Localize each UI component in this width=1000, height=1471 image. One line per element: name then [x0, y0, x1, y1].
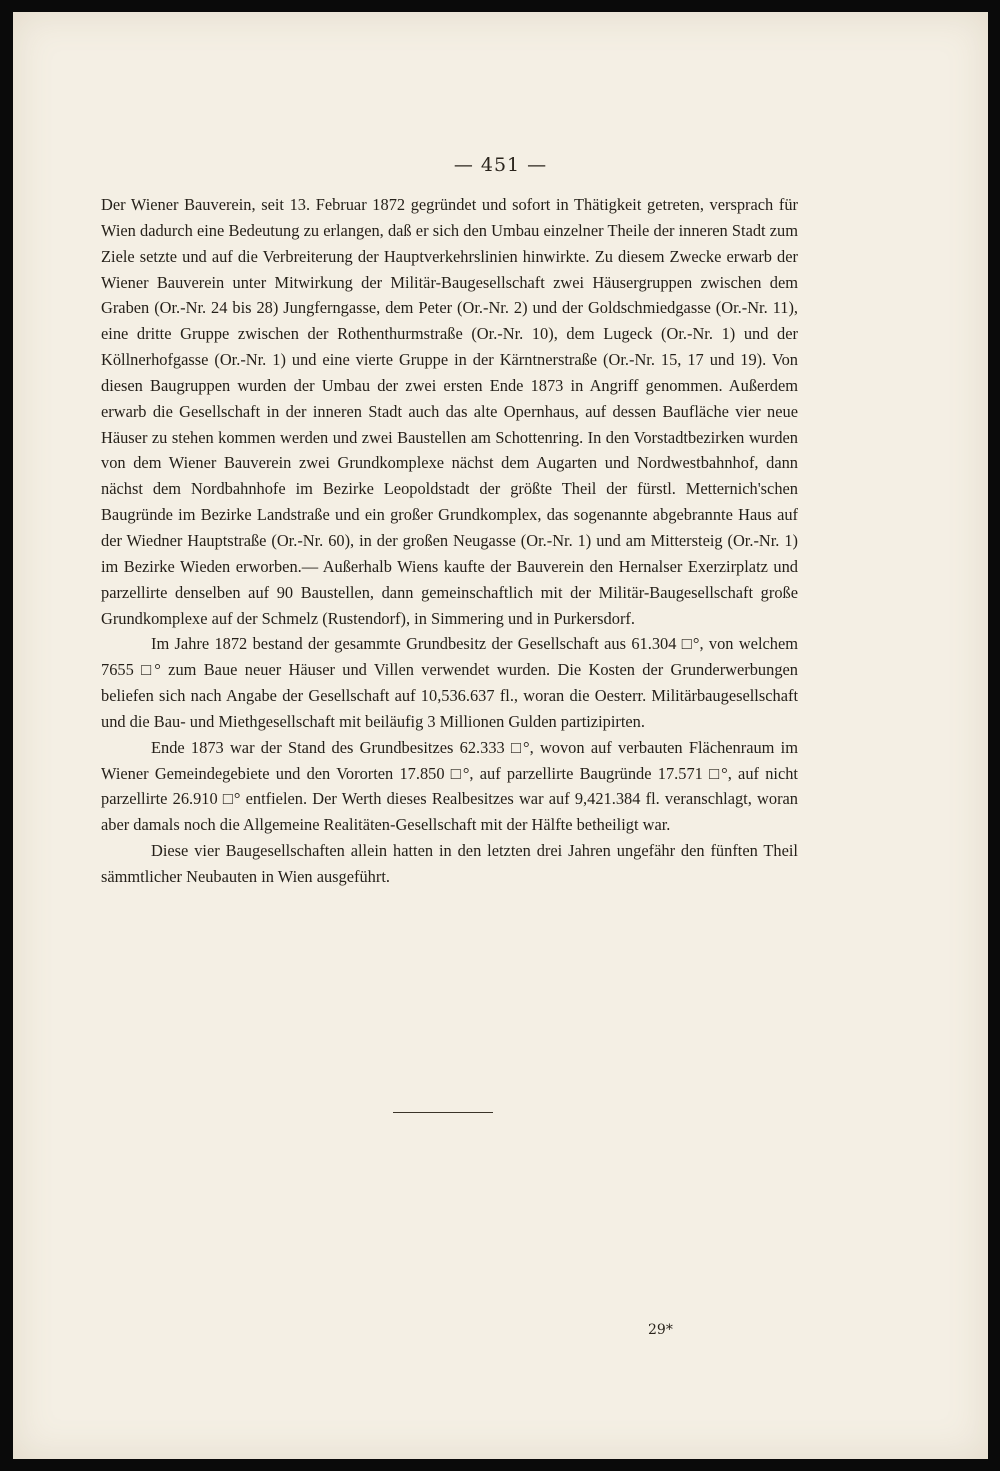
- section-divider-rule: [393, 1112, 493, 1113]
- signature-mark: 29*: [648, 1322, 673, 1338]
- paragraph-conclusion: Diese vier Baugesellschaften allein hatten in den letzten drei Jahren ungefähr den fünften Theil sämmtlicher Neubauten in Wien ausgeführt.: [101, 841, 798, 886]
- paragraph-grundbesitz-1873: Ende 1873 war der Stand des Grundbesitzes 62.333 □°, wovon auf verbauten Flächenraum im Wiener Gemeindegebiete und den Vororten 17.850 □°, auf parzellirte Baugründe 17.571 □°, auf nicht parzellirte 26.910 □° entfielen. Der Werth dieses Realbesitzes war auf 9,421.384 fl. veranschlagt, woran aber damals noch die Allgemeine Realitäten-Gesellschaft mit der Hälfte betheiligt war.: [101, 737, 798, 835]
- book-page: [13, 12, 988, 1459]
- body-text: [101, 192, 798, 890]
- page-number: — 451 —: [453, 154, 548, 176]
- paragraph-bauverein: Der Wiener Bauverein, seit 13. Februar 1872 gegründet und sofort in Thätigkeit getreten, versprach für Wien dadurch eine Bedeutung zu erlangen, daß er sich den Umbau einzelner Theile der inneren Stadt zum Ziele setzte und auf die Verbreiterung der Hauptverkehrslinien hinwirkte. Zu diesem Zwecke erwarb der Wiener Bauverein unter Mitwirkung der Militär-Baugesellschaft zwei Häusergruppen zwischen dem Graben (Or.-Nr. 24 bis 28) Jungferngasse, dem Peter (Or.-Nr. 2) und der Goldschmiedgasse (Or.-Nr. 11), eine dritte Gruppe zwischen der Rothenthurmstraße (Or.-Nr. 10), dem Lugeck (Or.-Nr. 1) und der Köllnerhofgasse (Or.-Nr. 1) und eine vierte Gruppe in der Kärntnerstraße (Or.-Nr. 15, 17 und 19). Von diesen Baugruppen wurden der Umbau der zwei ersten Ende 1873 in Angriff genommen. Außerdem erwarb die Gesellschaft in der inneren Stadt auch das alte Opernhaus, auf dessen Baufläche vier neue Häuser zu stehen kommen werden und zwei Baustellen am Schottenring. In den Vorstadtbezirken wurden von dem Wiener Bauverein zwei Grundkomplexe nächst dem Augarten und Nordwestbahnhof, dann nächst dem Nordbahnhofe im Bezirke Leopoldstadt der größte Theil der fürstl. Metternich'schen Baugründe im Bezirke Landstraße und ein großer Grundkomplex, das sogenannte abgebrannte Haus auf der Wiedner Hauptstraße (Or.-Nr. 60), in der großen Neugasse (Or.-Nr. 1) und am Mittersteig (Or.-Nr. 1) im Bezirke Wieden erworben.— Außerhalb Wiens kaufte der Bauverein den Hernalser Exerzirplatz und parzellirte denselben auf 90 Baustellen, dann gemeinschaftlich mit der Militär-Baugesellschaft große Grundkomplexe auf der Schmelz (Rustendorf), in Simmering und in Purkersdorf.: [101, 195, 798, 628]
- paragraph-grundbesitz-1872: Im Jahre 1872 bestand der gesammte Grundbesitz der Gesellschaft aus 61.304 □°, von welchem 7655 □° zum Baue neuer Häuser und Villen verwendet wurden. Die Kosten der Grunderwerbungen beliefen sich nach Angabe der Gesellschaft auf 10,536.637 fl., woran die Oesterr. Militärbaugesellschaft und die Bau- und Miethgesellschaft mit beiläufig 3 Millionen Gulden partizipirten.: [101, 634, 798, 731]
